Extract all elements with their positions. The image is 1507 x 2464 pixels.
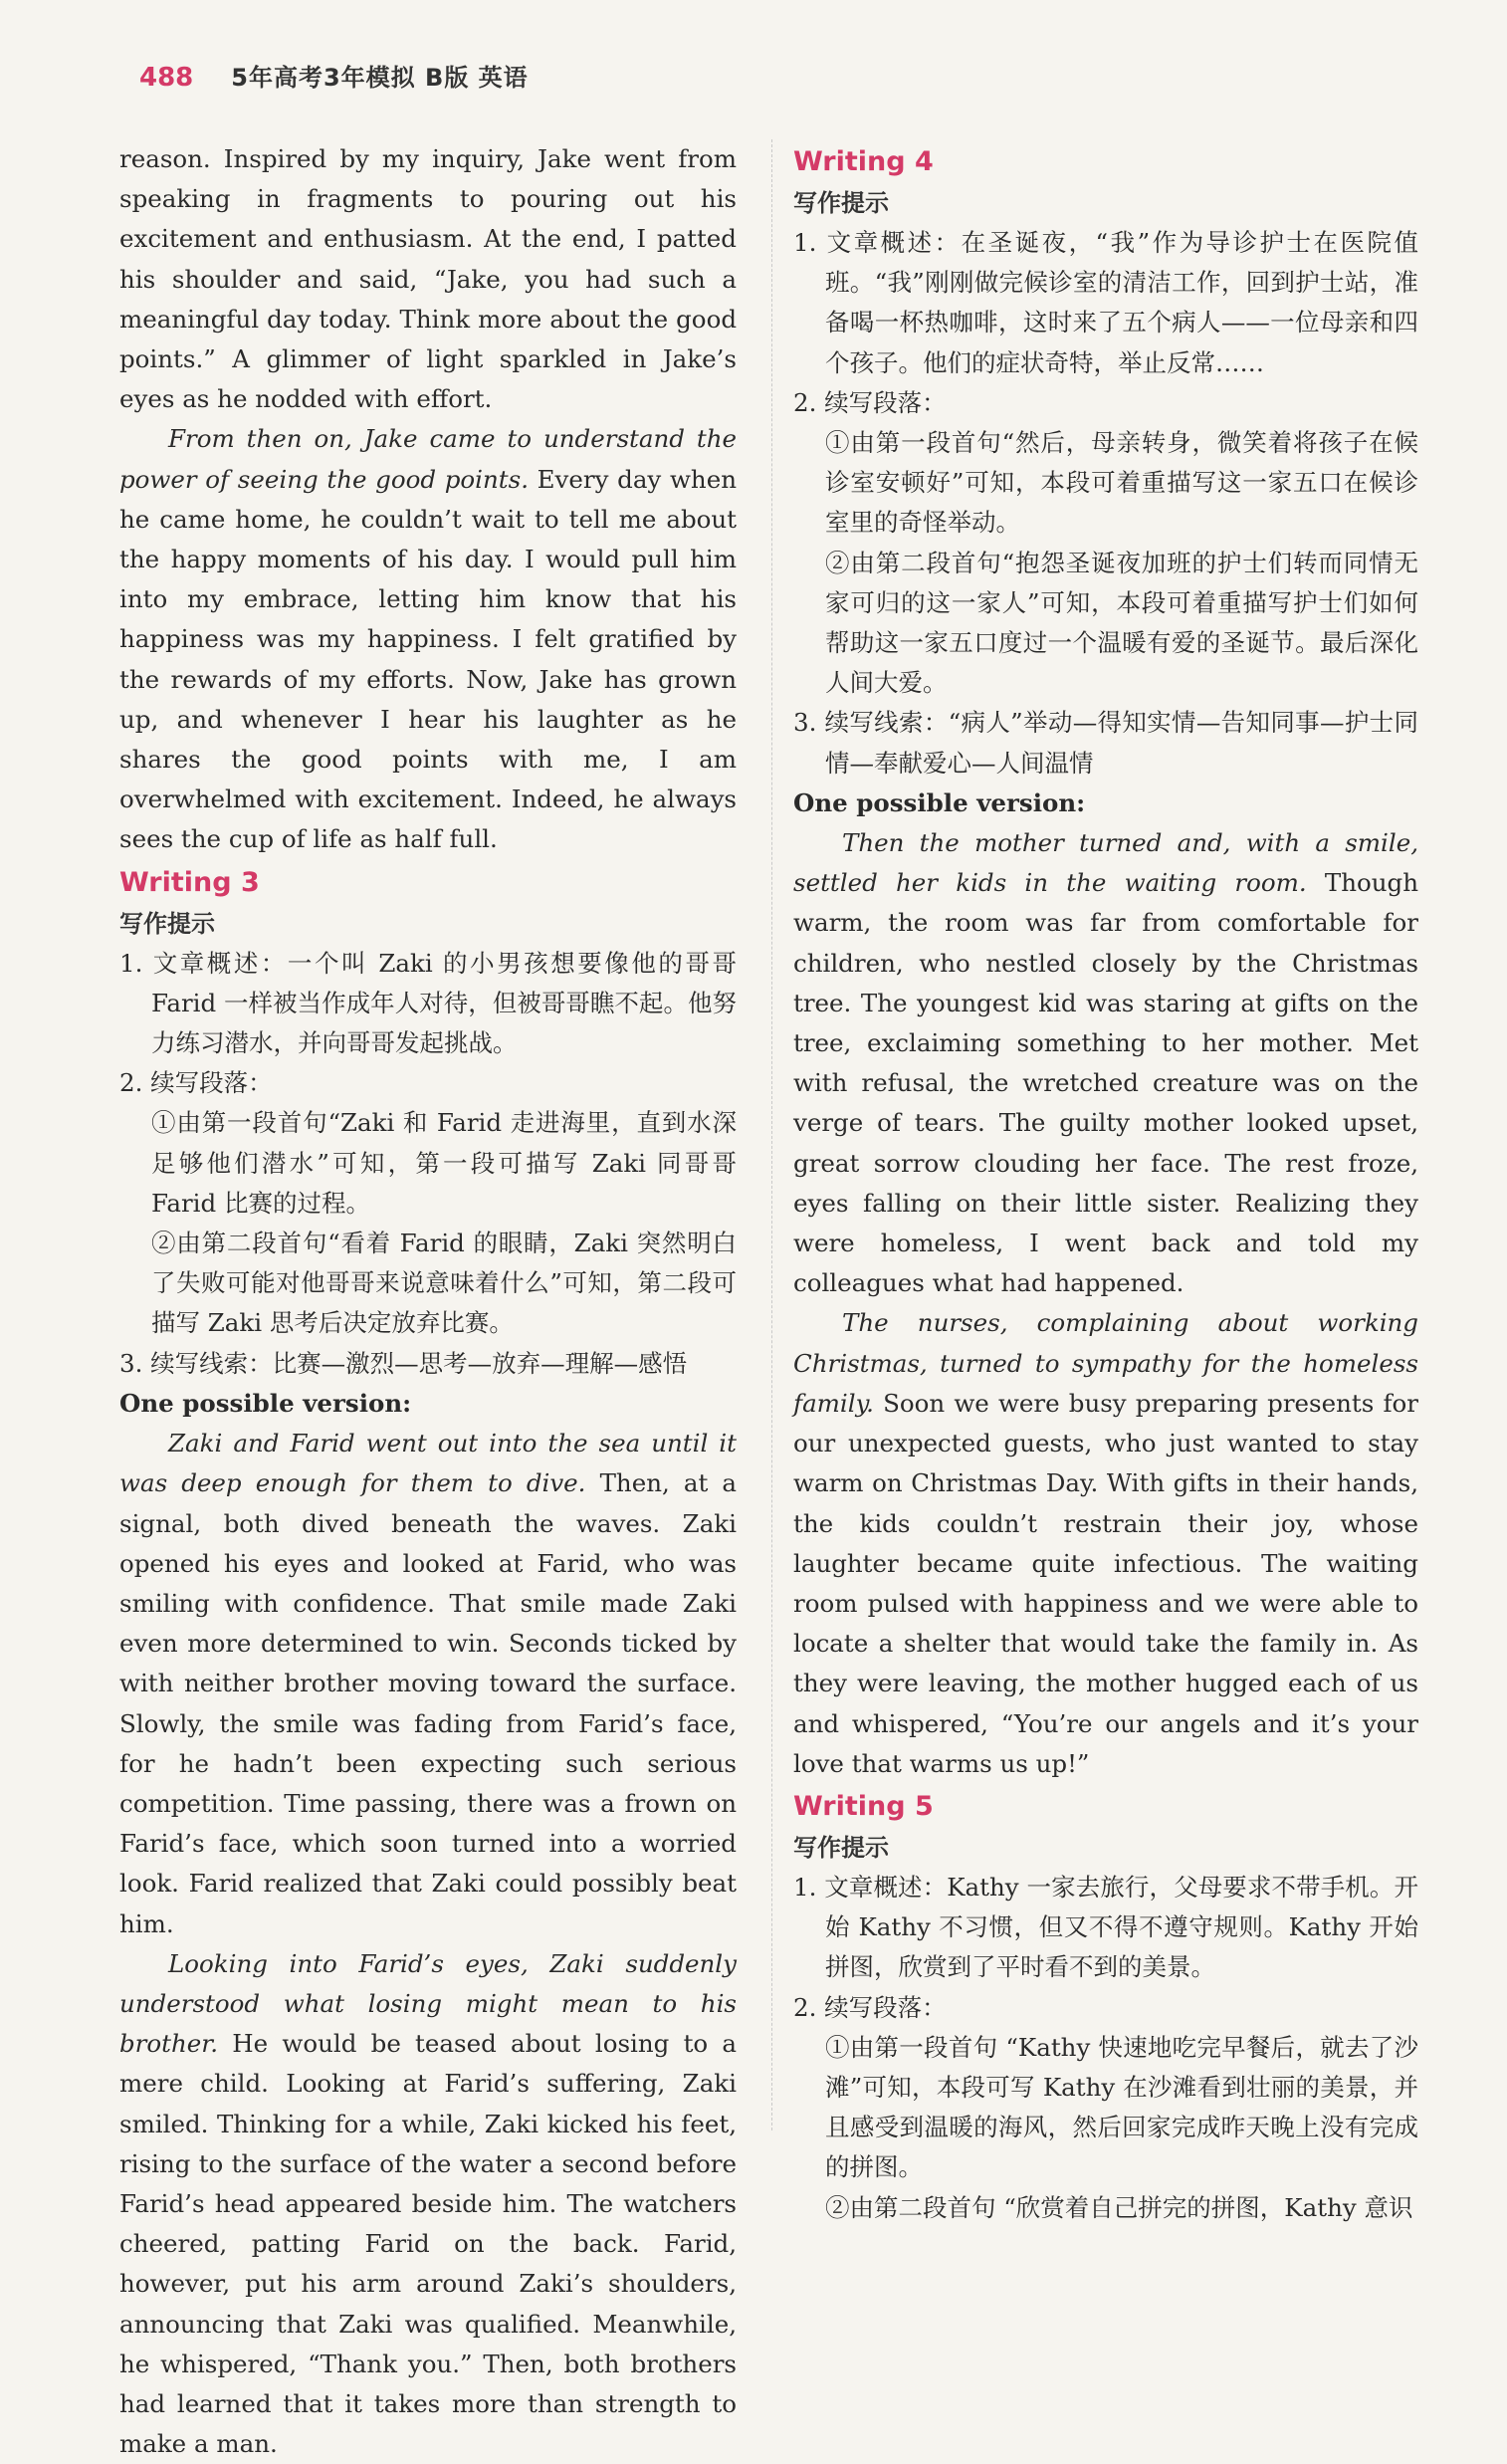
writing-tips-heading: 写作提示 bbox=[119, 909, 215, 938]
paragraph-body: Though warm, the room was far from comfortable for children, who nestled closely by the Christmas tree. The youngest kid was staring at gifts on the tree, exclaiming something to her mother. Met with refusal, the wretched creature was on the verge of tears. The guilty mother looked upset, great sorrow clouding her face. The rest froze, eyes falling on their little sister. Realizing they were homeless, I went back and told my colleagues what had happened. bbox=[793, 868, 1419, 1298]
tip-item: 1. 文章概述：Kathy 一家去旅行，父母要求不带手机。开始 Kathy 不习惯，但又不得不遵守规则。Kathy 开始拼图，欣赏到了平时看不到的美景。 bbox=[793, 1872, 1418, 1982]
version-label: One possible version: bbox=[119, 1388, 412, 1418]
version-label: One possible version: bbox=[793, 787, 1086, 817]
paragraph: reason. Inspired by my inquiry, Jake went from speaking in fragments to pouring out his excitement and enthusiasm. At the end, I patted his shoulder and said, “Jake, you had such a meaningful day today. Think more about the good points.” A glimmer of light sparkled in Jake’s eyes as he nodded with effort. bbox=[119, 144, 737, 414]
tip-item: 2. 续写段落： bbox=[119, 1068, 273, 1098]
book-title: 5年高考3年模拟 B版 英语 bbox=[231, 64, 529, 92]
writing-tips-heading: 写作提示 bbox=[793, 1833, 889, 1862]
paragraph bbox=[119, 1944, 737, 2464]
paragraph-body: Then, at a signal, both dived beneath the waves. Zaki opened his eyes and looked at Farid, who was smiling with confidence. That smile made Zaki even more determined to win. Seconds ticked by with neither brother moving toward the surface. Slowly, the smile was fading from Farid’s face, for he hadn’t been expecting such serious competition. Time passing, there was a frown on Farid’s face, which soon turned into a worried look. Farid realized that Zaki could possibly beat him. bbox=[119, 1468, 738, 1938]
paragraph-opening-sentence: The nurses, complaining about working Christmas, turned to sympathy for the homeless family. bbox=[793, 1308, 1418, 1418]
tip-subitem: ①由第一段首句“然后，母亲转身，微笑着将孩子在候诊室安顿好”可知，本段可着重描写这一家五口在候诊室里的奇怪举动。 bbox=[825, 428, 1418, 538]
paragraph-body: Every day when he came home, he couldn’t wait to tell me about the happy moments of his day. I would pull him into my embrace, letting him know that his happiness was my happiness. I felt gratified by the rewards of my efforts. Now, Jake has grown up, and whenever I hear his laughter as he shares the good points with me, I am overwhelmed with excitement. Indeed, he always sees the cup of life as half full. bbox=[119, 464, 737, 854]
paragraph-opening-sentence: From then on, Jake came to understand the power of seeing the good points. bbox=[119, 424, 737, 494]
tip-item: 1. 文章概述：在圣诞夜，“我”作为导诊护士在医院值班。“我”刚刚做完候诊室的清洁工作，回到护士站，准备喝一杯热咖啡，这时来了五个病人——一位母亲和四个孩子。他们的症状奇特，举止反常…… bbox=[793, 228, 1418, 377]
page-number: 488 bbox=[139, 63, 194, 93]
tip-subitem: ①由第一段首句 “Kathy 快速地吃完早餐后，就去了沙滩”可知，本段可写 Kathy 在沙滩看到壮丽的美景，并且感受到温暖的海风，然后回家完成昨天晚上没有完成的拼图。 bbox=[825, 2032, 1418, 2182]
tip-item: 2. 续写段落： bbox=[793, 1992, 947, 2022]
section-heading-writing-3: Writing 3 bbox=[119, 866, 260, 898]
paragraph-body: Soon we were busy preparing presents for our unexpected guests, who just wanted to stay warm on Christmas Day. With gifts in their hands, the kids couldn’t restrain their joy, whose laughter became quite infectious. The waiting room pulsed with happiness and we were able to locate a shelter that would take the family in. As they were leaving, the mother hugged each of us and whispered, “You’re our angels and it’s your love that warms us up!” bbox=[793, 1388, 1418, 1778]
paragraph-opening-sentence: Then the mother turned and, with a smile, settled her kids in the waiting room. bbox=[793, 828, 1418, 898]
left-column bbox=[119, 139, 737, 2464]
tip-item: 3. 续写线索：比赛—激烈—思考—放弃—理解—感悟 bbox=[119, 1348, 688, 1378]
tip-subitem: ①由第一段首句“Zaki 和 Farid 走进海里，直到水深足够他们潜水”可知，第一段可描写 Zaki 同哥哥 Farid 比赛的过程。 bbox=[151, 1108, 737, 1218]
writing-tips-heading: 写作提示 bbox=[793, 189, 889, 217]
tip-item: 3. 续写线索：“病人”举动—得知实情—告知同事—护士同情—奉献爱心—人间温情 bbox=[793, 708, 1418, 778]
paragraph-body: He would be teased about losing to a mere child. Looking at Farid’s suffering, Zaki smiled. Thinking for a while, Zaki kicked his feet, rising to the surface of the water a second before Farid’s head appeared beside him. The watchers cheered, patting Farid on the back. Farid, however, put his arm around Zaki’s shoulders, announcing that Zaki was qualified. Meanwhile, he whispered, “Thank you.” Then, both brothers had learned that it takes more than strength to make a man. bbox=[119, 2029, 737, 2459]
tip-subitem: ②由第二段首句“抱怨圣诞夜加班的护士们转而同情无家可归的这一家人”可知，本段可着重描写护士们如何帮助这一家五口度过一个温暖有爱的圣诞节。最后深化人间大爱。 bbox=[825, 548, 1418, 698]
section-heading-writing-5: Writing 5 bbox=[793, 1790, 934, 1822]
paragraph bbox=[793, 1303, 1418, 1783]
paragraph bbox=[119, 1424, 737, 1944]
paragraph-opening-sentence: Zaki and Farid went out into the sea until it was deep enough for them to dive. bbox=[119, 1429, 737, 1498]
right-column bbox=[793, 139, 1418, 2228]
paragraph-opening-sentence: Looking into Farid’s eyes, Zaki suddenly understood what losing might mean to his brother. bbox=[119, 1948, 737, 2059]
page-header bbox=[139, 58, 529, 93]
tip-subitem: ②由第二段首句“看着 Farid 的眼睛，Zaki 突然明白了失败可能对他哥哥来说意味着什么”可知，第二段可描写 Zaki 思考后决定放弃比赛。 bbox=[151, 1229, 737, 1338]
tip-item: 1. 文章概述：一个叫 Zaki 的小男孩想要像他的哥哥 Farid 一样被当作成年人对待，但被哥哥瞧不起。他努力练习潜水，并向哥哥发起挑战。 bbox=[119, 948, 737, 1058]
column-divider bbox=[771, 139, 772, 2130]
paragraph bbox=[119, 419, 737, 859]
tip-subitem: ②由第二段首句 “欣赏着自己拼完的拼图，Kathy 意识 bbox=[825, 2192, 1413, 2222]
tip-item: 2. 续写段落： bbox=[793, 387, 947, 417]
paragraph bbox=[793, 823, 1418, 1303]
section-heading-writing-4: Writing 4 bbox=[793, 146, 934, 177]
